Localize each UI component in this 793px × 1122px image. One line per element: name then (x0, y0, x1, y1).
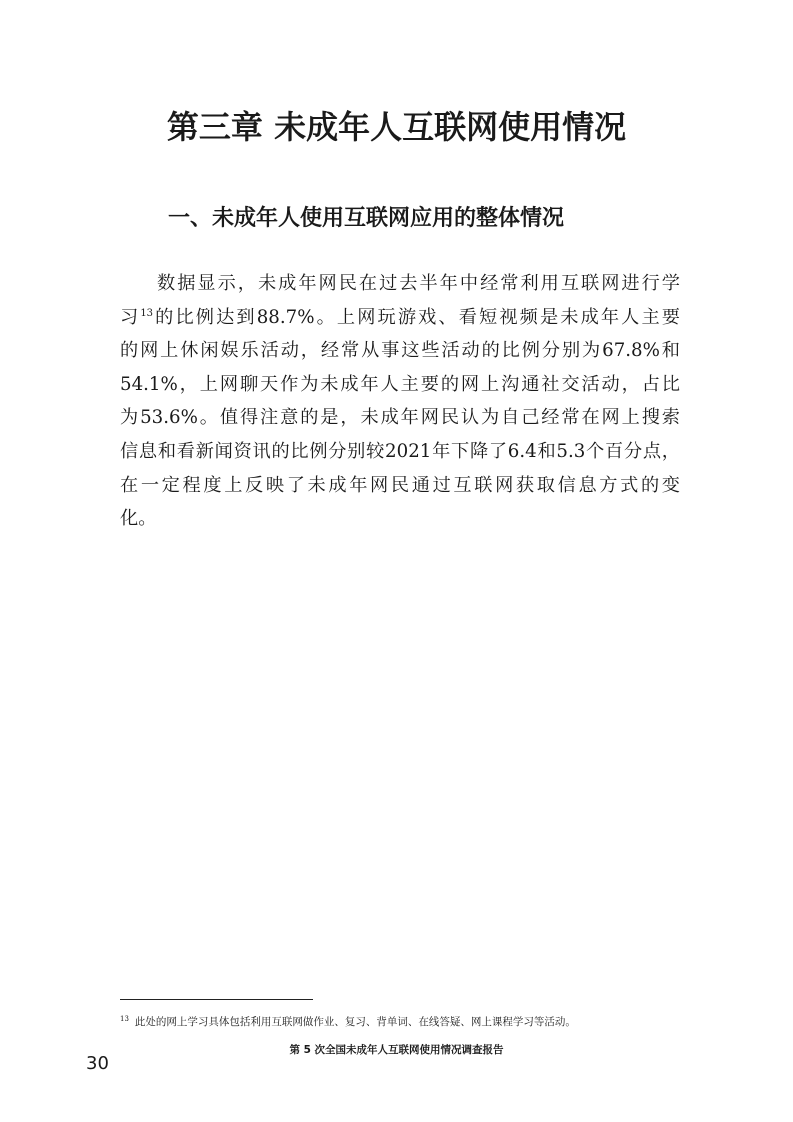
body-line (120, 301, 680, 335)
chapter-title: 第三章 未成年人互联网使用情况 (166, 108, 627, 146)
body-line-segment: 习 (120, 306, 141, 328)
body-line: 为53.6%。值得注意的是，未成年网民认为自己经常在网上搜索 (120, 407, 680, 429)
footer-report-title: 第 5 次全国未成年人互联网使用情况调查报告 (289, 1044, 504, 1056)
body-line: 在一定程度上反映了未成年网民通过互联网获取信息方式的变 (120, 474, 680, 496)
body-line: 信息和看新闻资讯的比例分别较2021年下降了6.4和5.3个百分点， (120, 440, 680, 462)
footnote-text: 此处的网上学习具体包括利用互联网做作业、复习、背单词、在线答疑、网上课程学习等活动。 (134, 1016, 576, 1028)
footnote-number: 13 (120, 1015, 129, 1023)
body-line: 54.1%，上网聊天作为未成年人主要的网上沟通社交活动，占比 (120, 373, 680, 395)
body-line: 数据显示，未成年网民在过去半年中经常利用互联网进行学 (157, 273, 680, 294)
body-line-segment: 的比例达到88.7%。上网玩游戏、看短视频是未成年人主要 (153, 306, 680, 328)
body-line: 化。 (120, 508, 157, 530)
footnote-reference[interactable]: 13 (140, 307, 154, 319)
body-line: 的网上休闲娱乐活动，经常从事这些活动的比例分别为67.8%和 (120, 340, 680, 362)
footnote (120, 1011, 720, 1030)
section-title: 一、未成年人使用互联网应用的整体情况 (168, 206, 565, 231)
page-number: 30 (86, 1053, 109, 1074)
footnote-divider (120, 999, 313, 1000)
body-paragraph (120, 267, 680, 536)
